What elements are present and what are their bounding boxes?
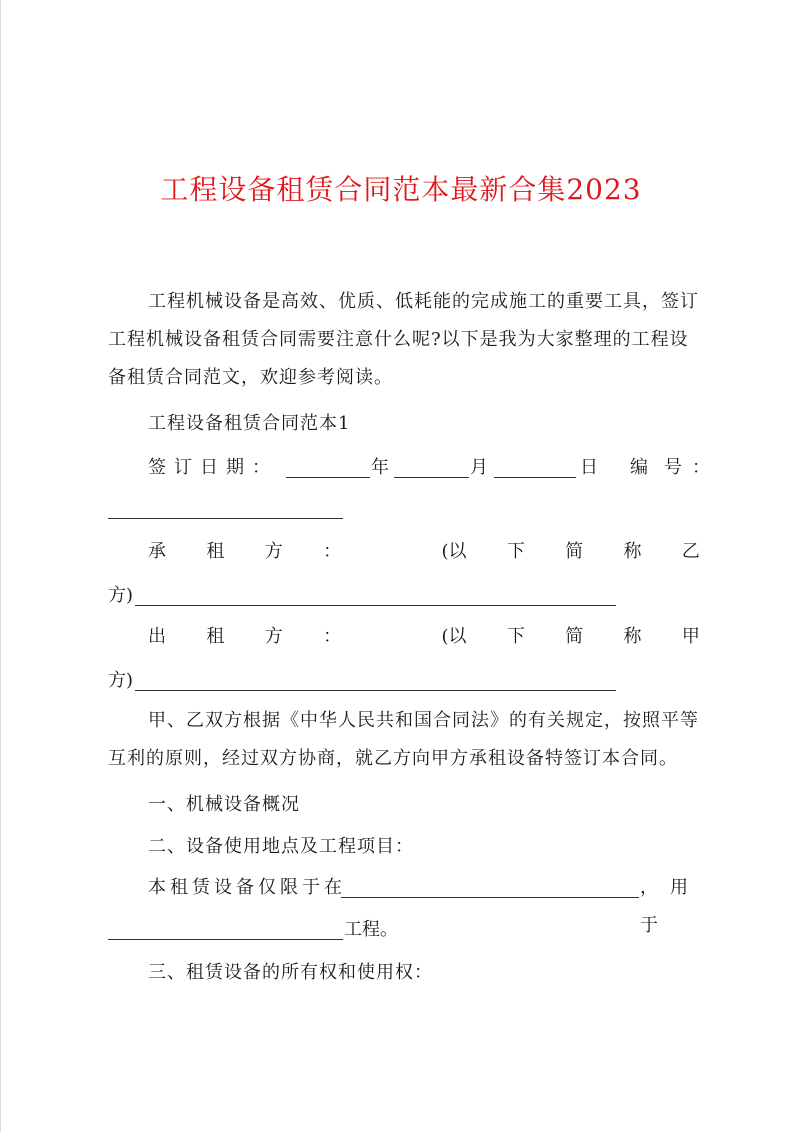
location-suffix: 工程。: [344, 919, 398, 940]
lessee-char: 承: [148, 541, 166, 562]
lessor-char: 称: [623, 626, 642, 647]
intro-paragraph: 工程机械设备是高效、优质、低耗能的完成施工的重要工具，签订工程机械设备租赁合同需要注意什么呢?以下是我为大家整理的工程设备租赁合同范文，欢迎参考阅读。: [108, 291, 699, 388]
location-prefix: 本租赁设备仅限于在: [148, 877, 346, 898]
lessor-char: 出: [148, 626, 166, 647]
item-2-heading: 二、设备使用地点及工程项目：: [148, 836, 414, 857]
month-label: 月: [470, 457, 488, 478]
lessee-char: ：: [323, 541, 342, 562]
lessee-char: 方: [264, 541, 283, 562]
basis-paragraph: 甲、乙双方根据《中华人民共和国合同法》的有关规定，按照平等互利的原则，经过双方协商，就乙方向甲方承租设备特签订本合同。: [108, 710, 699, 769]
lessee-name-blank[interactable]: [135, 585, 616, 606]
lessor-name-blank[interactable]: [135, 670, 616, 691]
day-blank[interactable]: [494, 457, 576, 478]
lessor-char: 租: [206, 626, 225, 647]
number-label-2: 号：: [664, 457, 720, 478]
project-line: [108, 911, 700, 949]
month-blank[interactable]: [394, 457, 469, 478]
lessor-char: 甲: [681, 626, 700, 647]
lessee-char: 称: [623, 541, 642, 562]
location-mid: ，用于: [640, 877, 700, 936]
project-blank[interactable]: [108, 919, 343, 940]
lessor-char: (以: [441, 626, 467, 647]
item-1-heading: 一、机械设备概况: [148, 794, 300, 815]
number-blank[interactable]: [108, 498, 343, 519]
lessor-tail: 方): [108, 670, 134, 691]
lessor-char: 下: [506, 626, 525, 647]
number-blank-line: [108, 490, 700, 528]
lessee-char: 下: [506, 541, 525, 562]
lessor-char: 简: [565, 626, 584, 647]
lessor-char: 方: [264, 626, 283, 647]
location-blank[interactable]: [341, 877, 639, 898]
lessee-line: [108, 533, 700, 571]
lessee-char: (以: [441, 541, 467, 562]
lessee-tail: 方): [108, 585, 134, 606]
item-3-heading: 三、租赁设备的所有权和使用权：: [148, 962, 433, 983]
lessee-char: 乙: [681, 541, 700, 562]
year-label: 年: [371, 457, 389, 478]
sign-date-line: [108, 449, 720, 487]
section-title: 工程设备租赁合同范本1: [148, 413, 351, 434]
day-label: 日: [580, 457, 598, 478]
document-title: 工程设备租赁合同范本最新合集2023: [160, 173, 642, 206]
year-blank[interactable]: [286, 457, 370, 478]
lessee-char: 简: [565, 541, 584, 562]
lessor-char: ：: [323, 626, 342, 647]
lessee-tail-line: [108, 577, 700, 615]
sign-date-label: 签订日期：: [148, 457, 278, 478]
lessor-tail-line: [108, 662, 700, 700]
lessee-char: 租: [206, 541, 225, 562]
lessor-line: [108, 618, 700, 656]
number-label-1: 编: [630, 457, 648, 478]
